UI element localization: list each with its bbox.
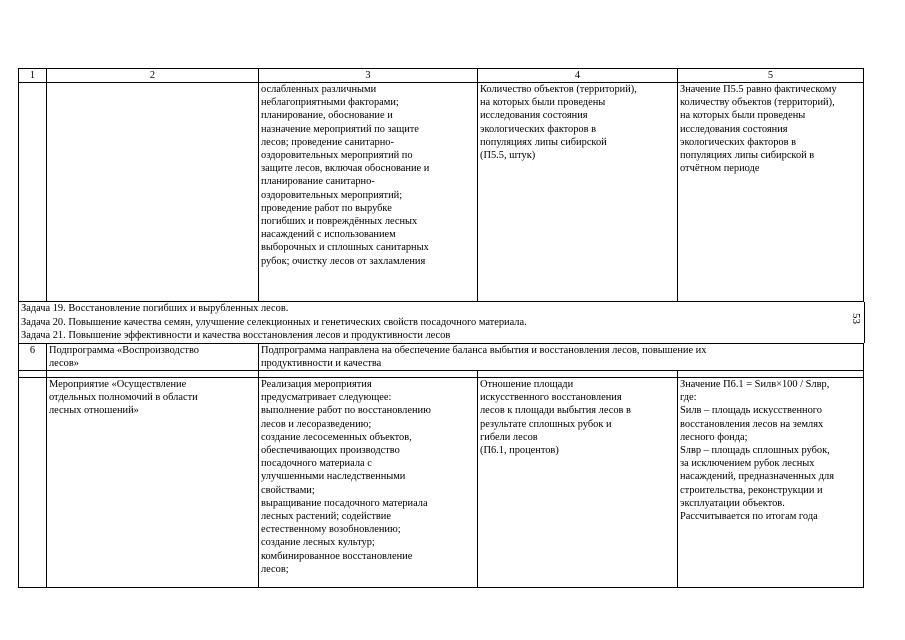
text-line: исследования состояния	[480, 110, 588, 122]
text-line: лесов; проведение санитарно-	[261, 136, 394, 148]
task-list	[18, 302, 865, 343]
text-line: создание лесных культур;	[261, 537, 375, 549]
task-20: Задача 20. Повышение качества семян, улучшение селекционных и генетических свойств посадочного материала.	[21, 316, 527, 328]
text-line: популяциях липы сибирской в	[680, 150, 815, 162]
header-cell: 3	[259, 69, 478, 83]
text-line: лесов»	[49, 357, 79, 369]
text-line: (П5.5, штук)	[480, 150, 536, 162]
text-line: Значение П5.5 равно фактическому	[680, 84, 837, 95]
header-cell: 5	[678, 69, 864, 83]
text-line: экологических факторов в	[480, 123, 597, 135]
text-line: результате сплошных рубок и	[480, 418, 612, 430]
text-line: Sилв – площадь искусственного	[680, 405, 823, 417]
spacer-row	[19, 370, 864, 377]
task-21: Задача 21. Повышение эффективности и качества восстановления лесов и продуктивности лесов	[21, 330, 451, 341]
text-line: насаждений, предназначенных для	[680, 471, 835, 483]
text-line: искусственного восстановления	[480, 392, 622, 404]
measure-description	[259, 377, 478, 587]
continued-col3	[259, 83, 478, 302]
text-line: свойствами;	[261, 484, 315, 496]
text-line: Sлвр – площадь сплошных рубок,	[680, 444, 830, 456]
text-line: (П6.1, процентов)	[480, 444, 559, 456]
document-page	[18, 68, 863, 588]
text-line: комбинированное восстановление	[261, 550, 413, 562]
text-line: лесов к площади выбытия лесов в	[480, 405, 631, 417]
row-number: 6	[19, 343, 47, 370]
text-line: насаждений с использованием	[261, 229, 396, 241]
text-line: неблагоприятными факторами;	[261, 97, 399, 109]
text-line: ослабленных различными	[261, 84, 377, 95]
measure-row	[19, 377, 864, 587]
text-line: обеспечивающих производство	[261, 444, 400, 456]
subprogram-row	[19, 343, 864, 370]
text-line: строительства, реконструкции и	[680, 484, 823, 496]
text-line: Подпрограмма направлена на обеспечение баланса выбытия и восстановления лесов, повышение их	[261, 344, 707, 356]
text-line: Рассчитывается по итогам года	[680, 510, 818, 522]
text-line: выполнение работ по восстановлению	[261, 405, 431, 417]
text-line: оздоровительных мероприятий по	[261, 150, 413, 162]
text-line: лесов;	[261, 563, 289, 575]
measure-indicator	[478, 377, 678, 587]
subprogram-description	[259, 343, 864, 370]
text-line: количеству объектов (территорий),	[680, 97, 835, 109]
text-line: гибели лесов	[480, 431, 538, 443]
text-line: продуктивности и качества	[261, 357, 382, 369]
text-line: Реализация мероприятия	[261, 378, 372, 390]
text-line: погибших и повреждённых лесных	[261, 216, 418, 228]
text-line: экологических факторов в	[680, 136, 797, 148]
text-line: Отношение площади	[480, 378, 574, 390]
text-line: на которых были проведены	[480, 97, 606, 109]
text-line: предусматривает следующее:	[261, 392, 392, 404]
table-top	[18, 68, 864, 302]
text-line: назначение мероприятий по защите	[261, 123, 419, 135]
text-line: планирование санитарно-	[261, 176, 375, 188]
text-line: лесных растений; содействие	[261, 510, 391, 522]
header-cell: 2	[47, 69, 259, 83]
text-line: где:	[680, 392, 697, 404]
text-line: Значение П6.1 = Sилв×100 / Sлвр,	[680, 378, 830, 390]
header-cell: 1	[19, 69, 47, 83]
text-line: лесного фонда;	[680, 431, 748, 443]
text-line: улучшенными наследственными	[261, 471, 406, 483]
text-line: Мероприятие «Осуществление	[49, 378, 187, 390]
text-line: Количество объектов (территорий),	[480, 84, 637, 95]
text-line: Подпрограмма «Воспроизводство	[49, 344, 200, 356]
table-bottom	[18, 343, 864, 588]
text-line: оздоровительных мероприятий;	[261, 189, 403, 201]
continued-col5	[678, 83, 864, 302]
text-line: выращивание посадочного материала	[261, 497, 428, 509]
header-row	[19, 69, 864, 83]
text-line: восстановления лесов на землях	[680, 418, 824, 430]
subprogram-name	[47, 343, 259, 370]
text-line: отчётном периоде	[680, 163, 760, 175]
text-line: выборочных и сплошных санитарных	[261, 242, 429, 254]
continued-row	[19, 83, 864, 302]
text-line: исследования состояния	[680, 123, 788, 135]
text-line: лесных отношений»	[49, 405, 139, 417]
text-line: за исключением рубок лесных	[680, 458, 815, 470]
text-line: отдельных полномочий в области	[49, 392, 198, 404]
page-number: 53	[850, 313, 862, 324]
text-line: планирование, обоснование и	[261, 110, 393, 122]
text-line: защите лесов, включая обоснование и	[261, 163, 430, 175]
text-line: естественному возобновлению;	[261, 524, 401, 536]
text-line: посадочного материала с	[261, 458, 372, 470]
text-line: лесов и лесоразведению;	[261, 418, 372, 430]
measure-name	[47, 377, 259, 587]
text-line: создание лесосеменных объектов,	[261, 431, 412, 443]
text-line: рубок; очистку лесов от захламления	[261, 255, 426, 267]
text-line: на которых были проведены	[680, 110, 806, 122]
text-line: проведение работ по вырубке	[261, 202, 392, 214]
text-line: эксплуатации объектов.	[680, 497, 785, 509]
measure-formula	[678, 377, 864, 587]
header-cell: 4	[478, 69, 678, 83]
text-line: популяциях липы сибирской	[480, 136, 607, 148]
task-19: Задача 19. Восстановление погибших и вырубленных лесов.	[21, 303, 289, 314]
continued-col4	[478, 83, 678, 302]
